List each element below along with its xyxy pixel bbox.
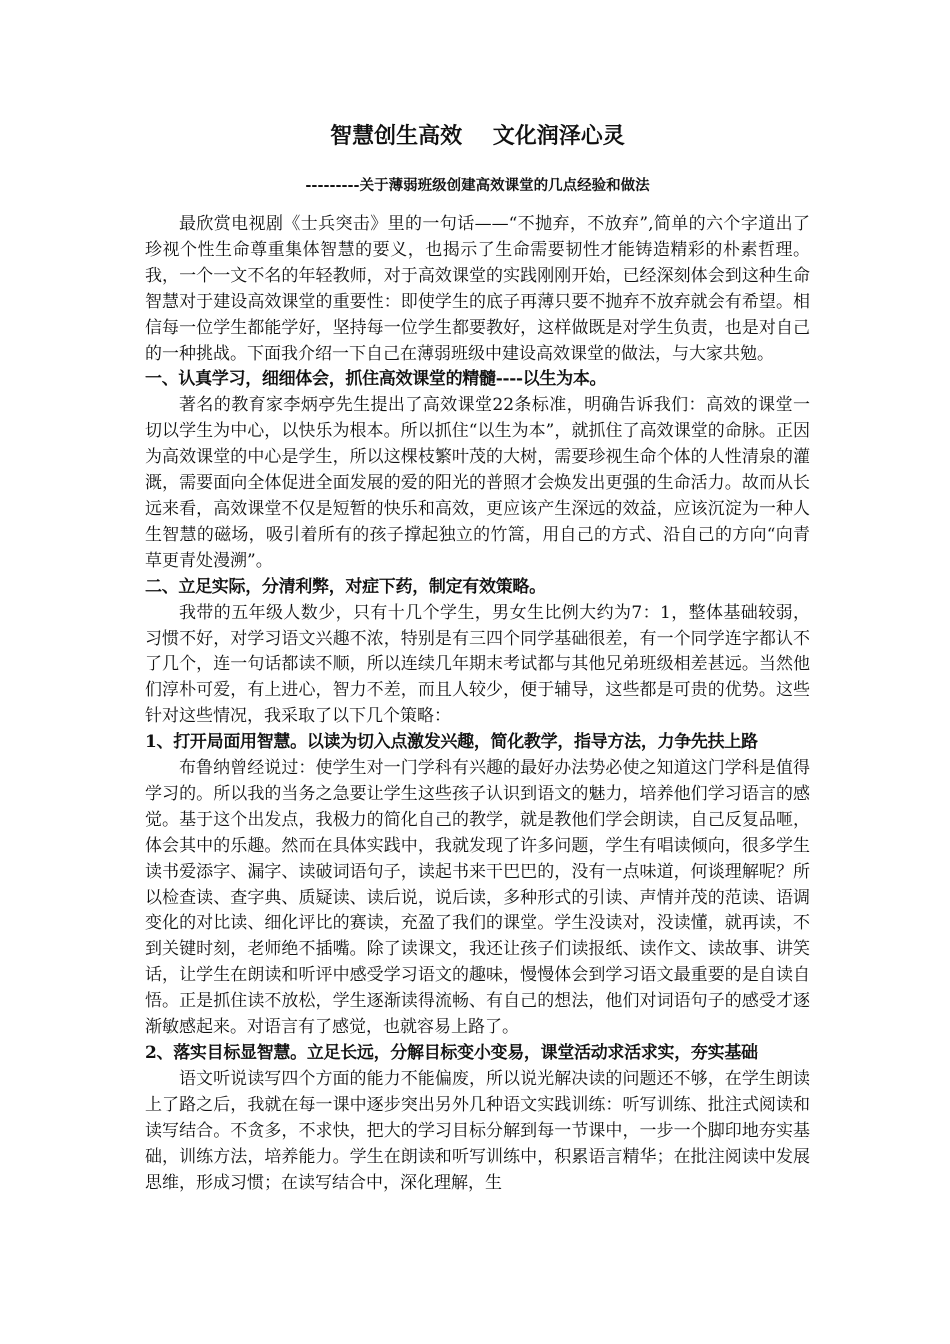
document-body <box>145 116 810 1196</box>
strategy-heading-1: 1、打开局面用智慧。以读为切入点激发兴趣，简化教学，指导方法，力争先扶上路 <box>145 732 758 753</box>
section-paragraph-2: 我带的五年级人数少，只有十几个学生，男女生比例大约为7：1，整体基础较弱，习惯不好，对学习语文兴趣不浓，特别是有三四个同学基础很差，有一个同学连字都认不了几个，连一句话都读不顺，所以连续几年期末考试都与其他兄弟班级相差甚远。当然他们淳朴可爱，有上进心，智力不差，而且人较少，便于辅导，这些都是可贵的优势。这些针对这些情况，我采取了以下几个策略： <box>145 602 810 727</box>
strategy-heading-2: 2、落实目标显智慧。立足长远，分解目标变小变易，课堂活动求活求实，夯实基础 <box>145 1043 758 1063</box>
document-subtitle: ---------关于薄弱班级创建高效课堂的几点经验和做法 <box>305 177 650 194</box>
document-title: 智慧创生高效 文化润泽心灵 <box>330 123 625 149</box>
section-heading-1: 一、认真学习，细细体会，抓住高效课堂的精髓----以生为本。 <box>145 369 607 390</box>
section-heading-2: 二、立足实际，分清利弊，对症下药，制定有效策略。 <box>145 576 546 597</box>
strategy-paragraph-1: 布鲁纳曾经说过：使学生对一门学科有兴趣的最好办法势必使之知道这门学科是值得学习的。所以我的当务之急要让学生这些孩子认识到语文的魅力，培养他们学习语言的感觉。基于这个出发点，我极力的简化自己的教学，就是教他们学会朗读，自己反复品咂，体会其中的乐趣。然而在具体实践中，我就发现了许多问题，学生有唱读倾向，很多学生读书爱添字、漏字、读破词语句子，读起书来干巴巴的，没有一点味道，何谈理解呢？所以检查读、查字典、质疑读、读后说，说后读，多种形式的引读、声情并茂的范读、语调变化的对比读、细化评比的赛读，充盈了我们的课堂。学生没读对，没读懂，就再读，不到关键时刻，老师绝不插嘴。除了读课文，我还让孩子们读报纸、读作文、读故事、讲笑话，让学生在朗读和听评中感受学习语文的趣味，慢慢体会到学习语文最重要的是自读自悟。正是抓住读不放松，学生逐渐读得流畅、有自己的想法，他们对词语句子的感受才逐渐敏感起来。对语言有了感觉，也就容易上路了。 <box>145 758 810 1038</box>
intro-paragraph: 最欣赏电视剧《士兵突击》里的一句话——“不抛弃，不放弃”,简单的六个字道出了珍视个性生命尊重集体智慧的要义，也揭示了生命需要韧性才能铸造精彩的朴素哲理。 我，一个一文不名的年轻教师，对于高效课堂的实践刚刚开始，已经深刻体会到这种生命智慧对于建设高效课堂的重要性：即使学生的底子再薄只要不抛弃不放弃就会有希望。相信每一位学生都能学好，坚持每一位学生都要教好，这样做既是对学生负责，也是对自己的一种挑战。下面我介绍一下自己在薄弱班级中建设高效课堂的做法，与大家共勉。 <box>145 214 810 364</box>
strategy-paragraph-2: 语文听说读写四个方面的能力不能偏废，所以说光解决读的问题还不够，在学生朗读上了路之后，我就在每一课中逐步突出另外几种语文实践训练：听写训练、批注式阅读和读写结合。不贪多，不求快，把大的学习目标分解到每一节课中，一步一个脚印地夯实基础，训练方法，培养能力。学生在朗读和听写训练中，积累语言精华；在批注阅读中发展思维，形成习惯；在读写结合中，深化理解，生 <box>145 1068 810 1193</box>
section-paragraph-1: 著名的教育家李炳亭先生提出了高效课堂22条标准，明确告诉我们：高效的课堂一切以学生为中心，以快乐为根本。所以抓住“以生为本”，就抓住了高效课堂的命脉。正因为高效课堂的中心是学生，所以这棵枝繁叶茂的大树，需要珍视生命个体的人性清泉的灌溉，需要面向全体促进全面发展的爱的阳光的普照才会焕发出更强的生命活力。故而从长远来看，高效课堂不仅是短暂的快乐和高效，更应该产生深远的效益，应该沉淀为一种人生智慧的磁场，吸引着所有的孩子撑起独立的竹篙，用自己的方式、沿自己的方向“向青草更青处漫溯”。 <box>145 395 810 571</box>
